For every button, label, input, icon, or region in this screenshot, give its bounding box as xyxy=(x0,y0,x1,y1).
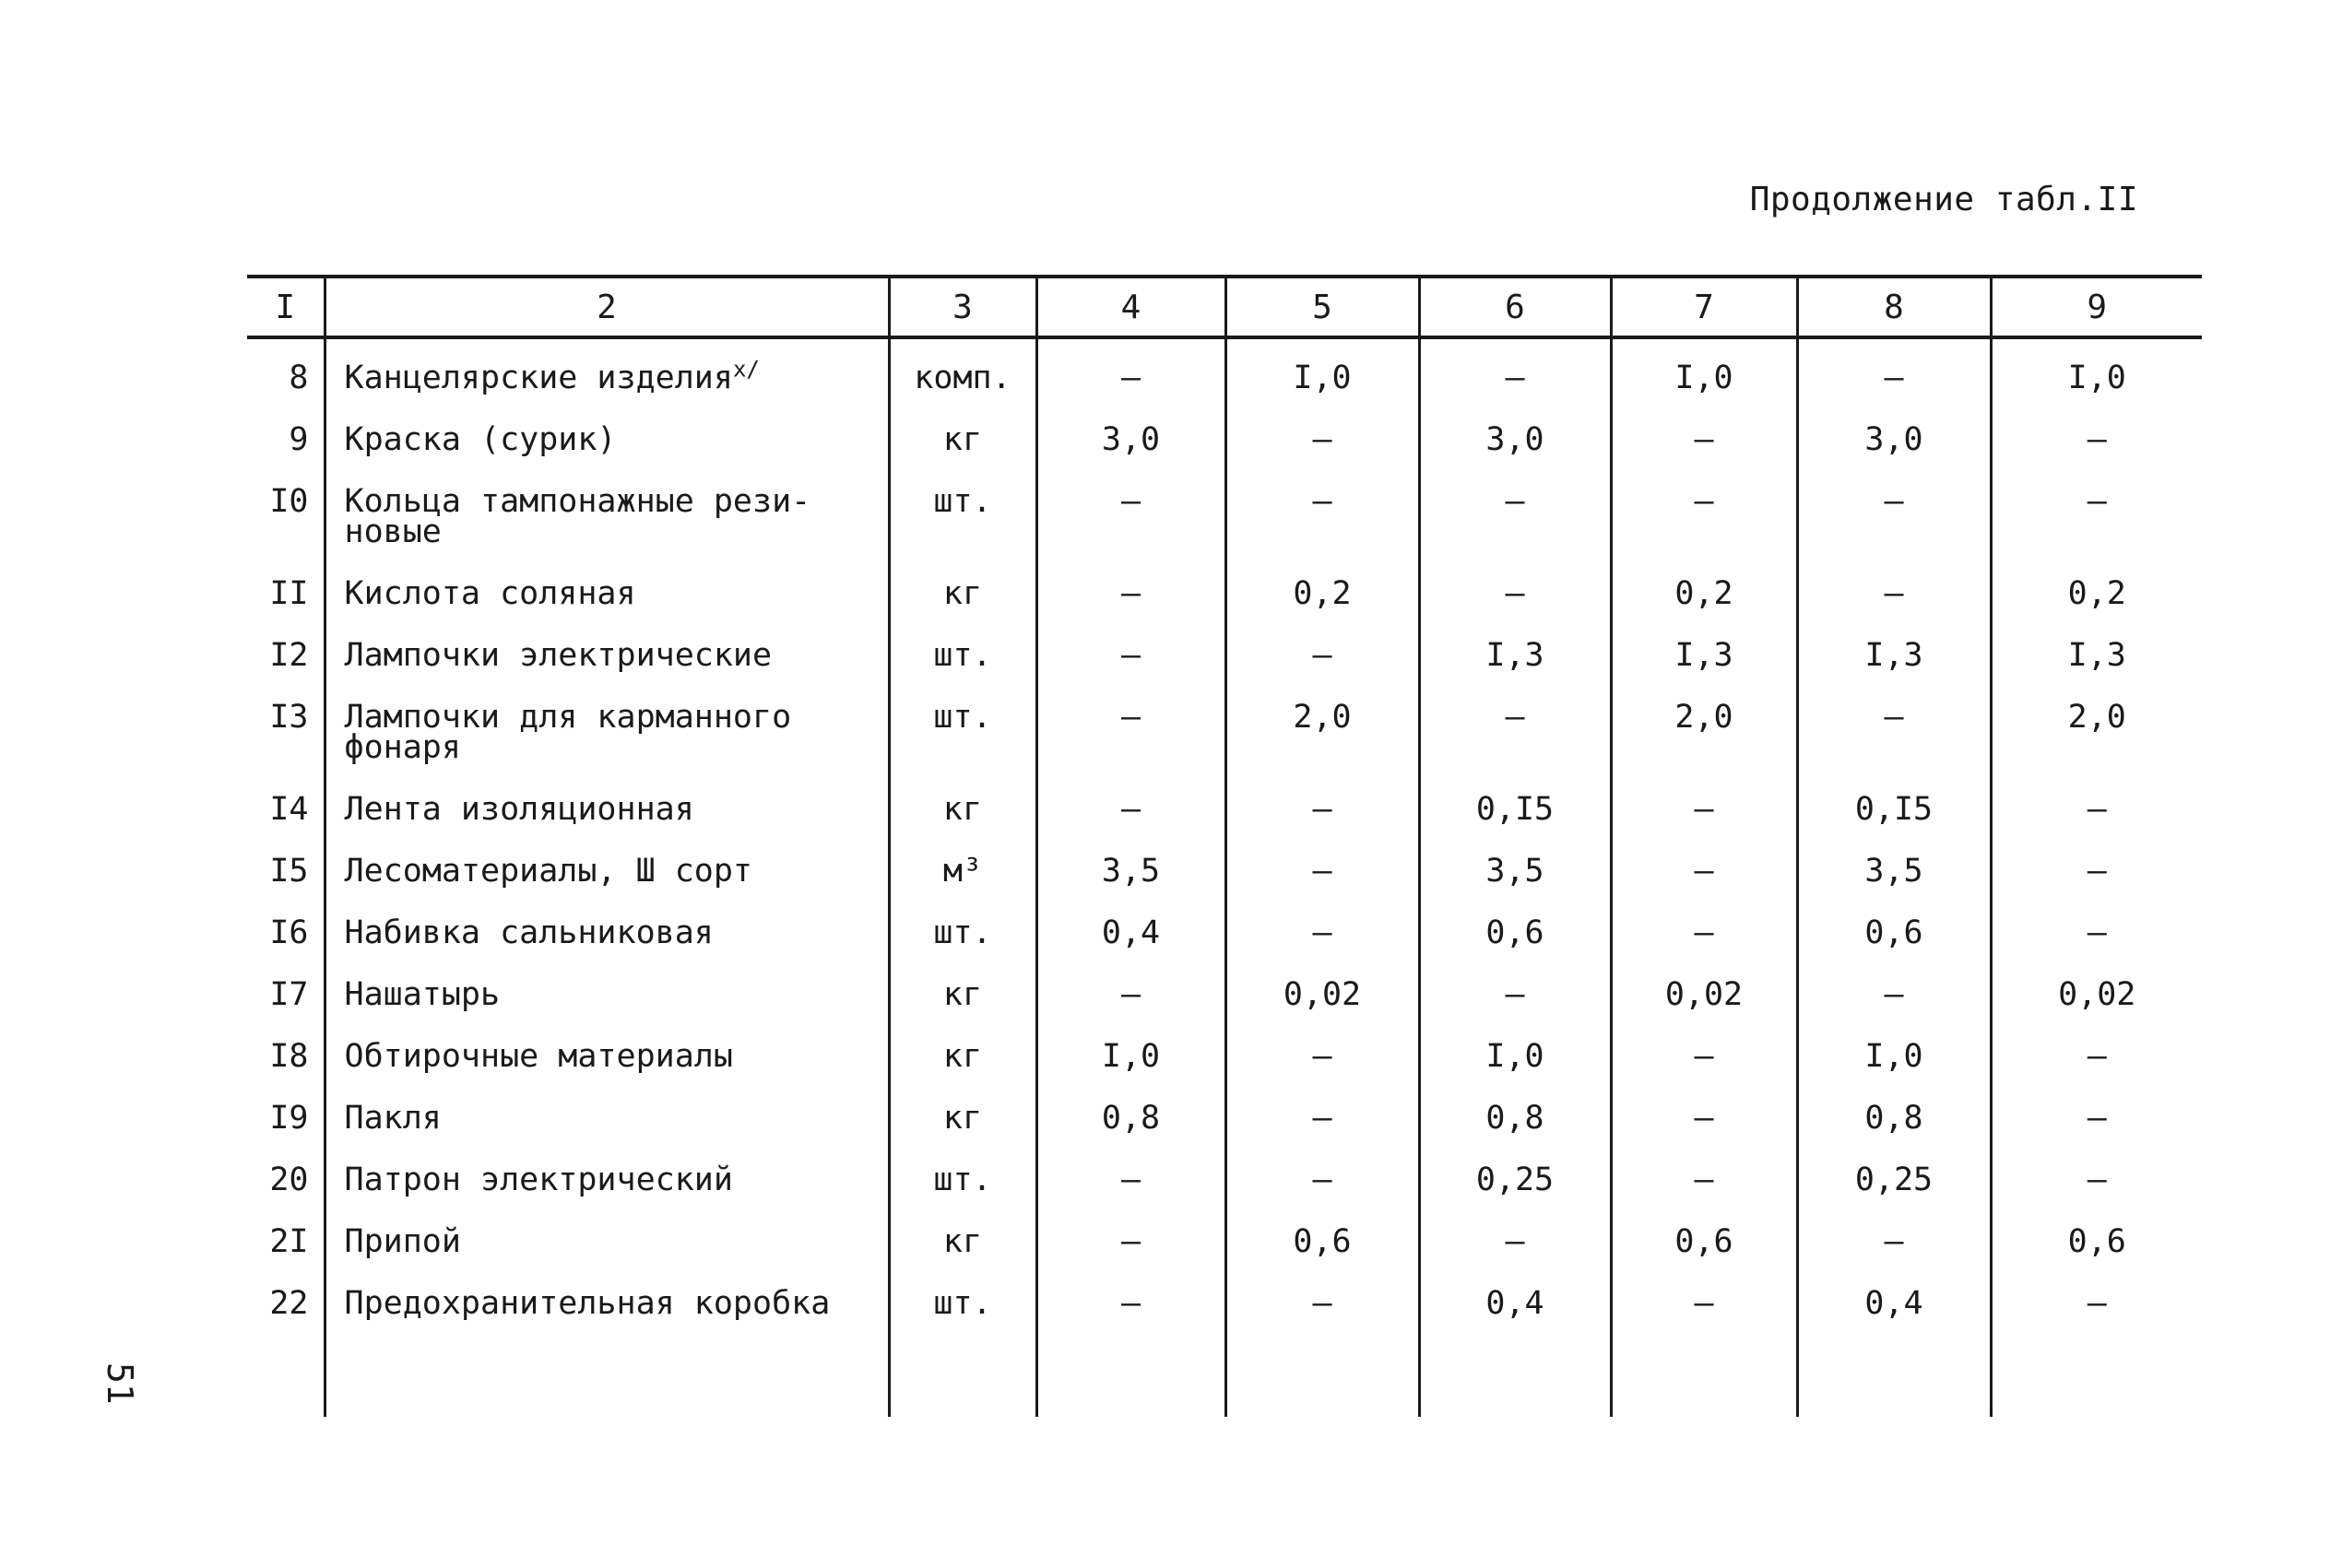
row-number: I2 xyxy=(269,637,309,674)
table-row xyxy=(247,1149,2202,1210)
value-col-7: – xyxy=(1611,1087,1797,1149)
row-number: 2I xyxy=(269,1223,309,1260)
value-col-5: – xyxy=(1225,470,1419,562)
item-name-text: Нашатырь xyxy=(344,976,501,1013)
value-col-7: – xyxy=(1611,1149,1797,1210)
item-name-text: Припой xyxy=(344,1223,461,1260)
table-row xyxy=(247,902,2202,963)
item-name-text: Канцелярские изделия xyxy=(344,360,733,396)
table-row xyxy=(247,562,2202,624)
value-col-8: 0,I5 xyxy=(1797,778,1991,840)
unit: шт. xyxy=(889,1272,1036,1334)
item-name-text: Пакля xyxy=(344,1100,442,1137)
column-header: 9 xyxy=(1991,277,2202,337)
empty-cell xyxy=(1419,1334,1611,1417)
item-name xyxy=(325,470,889,562)
empty-cell xyxy=(1991,1334,2202,1417)
value-col-6: I,3 xyxy=(1419,624,1611,686)
value-col-4: – xyxy=(1036,778,1225,840)
column-header: 6 xyxy=(1419,277,1611,337)
value-col-6: – xyxy=(1419,337,1611,408)
value-col-6: 3,0 xyxy=(1419,408,1611,470)
value-col-8: 3,0 xyxy=(1797,408,1991,470)
value-col-8: 0,4 xyxy=(1797,1272,1991,1334)
table-row xyxy=(247,408,2202,470)
row-number: I9 xyxy=(269,1100,309,1137)
item-name xyxy=(325,1087,889,1149)
row-number: 9 xyxy=(289,421,309,458)
value-col-7: – xyxy=(1611,778,1797,840)
value-col-7: – xyxy=(1611,1025,1797,1087)
value-col-8: I,0 xyxy=(1797,1025,1991,1087)
value-col-7: – xyxy=(1611,902,1797,963)
unit: шт. xyxy=(889,470,1036,562)
value-col-9: – xyxy=(1991,408,2202,470)
item-name-text: Кольца тампонажные рези- новые xyxy=(344,483,811,550)
item-name-text: Лампочки электрические xyxy=(344,637,773,674)
column-header: 3 xyxy=(889,277,1036,337)
column-header: 2 xyxy=(325,277,889,337)
unit: кг xyxy=(889,1025,1036,1087)
page-number: 51 xyxy=(100,1362,140,1405)
table-body xyxy=(247,337,2202,1417)
value-col-5: – xyxy=(1225,778,1419,840)
table-row xyxy=(247,1210,2202,1272)
row-number: I8 xyxy=(269,1038,309,1075)
table-row xyxy=(247,1272,2202,1334)
value-col-5: – xyxy=(1225,1025,1419,1087)
empty-cell xyxy=(247,1334,325,1417)
column-header: 7 xyxy=(1611,277,1797,337)
value-col-4: – xyxy=(1036,963,1225,1025)
table-row xyxy=(247,1025,2202,1087)
row-number: 20 xyxy=(269,1161,309,1198)
table-row xyxy=(247,624,2202,686)
value-col-7: I,0 xyxy=(1611,337,1797,408)
value-col-4: – xyxy=(1036,1272,1225,1334)
value-col-9: – xyxy=(1991,470,2202,562)
value-col-4: 3,5 xyxy=(1036,840,1225,902)
row-number: I3 xyxy=(269,699,309,736)
unit: кг xyxy=(889,1210,1036,1272)
table-row xyxy=(247,963,2202,1025)
value-col-9: I,3 xyxy=(1991,624,2202,686)
unit: кг xyxy=(889,562,1036,624)
item-name-text: Патрон электрический xyxy=(344,1161,733,1198)
value-col-9: 0,02 xyxy=(1991,963,2202,1025)
row-number: 22 xyxy=(269,1285,309,1322)
value-col-8: 0,25 xyxy=(1797,1149,1991,1210)
value-col-9: – xyxy=(1991,778,2202,840)
value-col-5: – xyxy=(1225,1149,1419,1210)
item-name-text: Кислота соляная xyxy=(344,575,636,612)
column-header: 8 xyxy=(1797,277,1991,337)
table-row xyxy=(247,686,2202,778)
value-col-7: – xyxy=(1611,1272,1797,1334)
empty-cell xyxy=(1611,1334,1797,1417)
value-col-6: 0,6 xyxy=(1419,902,1611,963)
value-col-6: 0,8 xyxy=(1419,1087,1611,1149)
row-number: I0 xyxy=(269,483,309,520)
item-name xyxy=(325,562,889,624)
value-col-9: – xyxy=(1991,1087,2202,1149)
value-col-8: – xyxy=(1797,470,1991,562)
item-name xyxy=(325,337,889,408)
table-row xyxy=(247,840,2202,902)
value-col-8: I,3 xyxy=(1797,624,1991,686)
value-col-7: – xyxy=(1611,408,1797,470)
empty-cell xyxy=(1797,1334,1991,1417)
unit: шт. xyxy=(889,1149,1036,1210)
footnote-mark: x/ xyxy=(732,356,760,383)
value-col-4: 0,4 xyxy=(1036,902,1225,963)
value-col-5: – xyxy=(1225,408,1419,470)
table-filler-row xyxy=(247,1334,2202,1417)
item-name-text: Набивка сальниковая xyxy=(344,914,714,951)
empty-cell xyxy=(1225,1334,1419,1417)
value-col-7: 0,2 xyxy=(1611,562,1797,624)
value-col-7: I,3 xyxy=(1611,624,1797,686)
unit: шт. xyxy=(889,686,1036,778)
row-number: I5 xyxy=(269,853,309,890)
value-col-9: 0,6 xyxy=(1991,1210,2202,1272)
table-row xyxy=(247,1087,2202,1149)
value-col-8: – xyxy=(1797,337,1991,408)
item-name-text: Лампочки для карманного фонаря xyxy=(344,699,792,766)
value-col-7: 2,0 xyxy=(1611,686,1797,778)
row-number: 8 xyxy=(289,360,309,396)
value-col-6: 0,4 xyxy=(1419,1272,1611,1334)
value-col-4: – xyxy=(1036,1149,1225,1210)
value-col-6: 0,25 xyxy=(1419,1149,1611,1210)
value-col-9: – xyxy=(1991,1272,2202,1334)
item-name xyxy=(325,1210,889,1272)
column-header: I xyxy=(247,277,325,337)
value-col-8: – xyxy=(1797,1210,1991,1272)
value-col-6: 0,I5 xyxy=(1419,778,1611,840)
value-col-8: – xyxy=(1797,686,1991,778)
value-col-6: – xyxy=(1419,686,1611,778)
item-name-text: Лесоматериалы, Ш сорт xyxy=(344,853,753,890)
value-col-9: – xyxy=(1991,1149,2202,1210)
value-col-5: 0,02 xyxy=(1225,963,1419,1025)
unit: кг xyxy=(889,778,1036,840)
unit: кг xyxy=(889,1087,1036,1149)
item-name-text: Обтирочные материалы xyxy=(344,1038,733,1075)
empty-cell xyxy=(325,1334,889,1417)
value-col-5: – xyxy=(1225,1272,1419,1334)
value-col-5: 2,0 xyxy=(1225,686,1419,778)
item-name xyxy=(325,1025,889,1087)
row-number: II xyxy=(269,575,309,612)
item-name xyxy=(325,840,889,902)
materials-table xyxy=(247,275,2202,1417)
value-col-8: – xyxy=(1797,963,1991,1025)
value-col-8: 3,5 xyxy=(1797,840,1991,902)
value-col-4: I,0 xyxy=(1036,1025,1225,1087)
value-col-7: – xyxy=(1611,840,1797,902)
value-col-9: – xyxy=(1991,902,2202,963)
value-col-4: – xyxy=(1036,562,1225,624)
value-col-5: – xyxy=(1225,624,1419,686)
value-col-9: 2,0 xyxy=(1991,686,2202,778)
value-col-5: I,0 xyxy=(1225,337,1419,408)
value-col-7: 0,02 xyxy=(1611,963,1797,1025)
value-col-6: I,0 xyxy=(1419,1025,1611,1087)
value-col-9: – xyxy=(1991,840,2202,902)
empty-cell xyxy=(889,1334,1036,1417)
item-name xyxy=(325,902,889,963)
value-col-4: – xyxy=(1036,470,1225,562)
table-row xyxy=(247,470,2202,562)
value-col-4: – xyxy=(1036,686,1225,778)
value-col-8: 0,8 xyxy=(1797,1087,1991,1149)
column-header: 4 xyxy=(1036,277,1225,337)
value-col-6: 3,5 xyxy=(1419,840,1611,902)
value-col-9: 0,2 xyxy=(1991,562,2202,624)
value-col-5: 0,2 xyxy=(1225,562,1419,624)
value-col-9: I,0 xyxy=(1991,337,2202,408)
value-col-7: 0,6 xyxy=(1611,1210,1797,1272)
item-name-text: Лента изоляционная xyxy=(344,791,694,828)
value-col-4: 0,8 xyxy=(1036,1087,1225,1149)
value-col-4: 3,0 xyxy=(1036,408,1225,470)
materials-table-container xyxy=(247,275,2202,1417)
row-number: I6 xyxy=(269,914,309,951)
value-col-5: – xyxy=(1225,1087,1419,1149)
value-col-4: – xyxy=(1036,624,1225,686)
value-col-4: – xyxy=(1036,1210,1225,1272)
item-name-text: Краска (сурик) xyxy=(344,421,617,458)
item-name xyxy=(325,963,889,1025)
empty-cell xyxy=(1036,1334,1225,1417)
value-col-6: – xyxy=(1419,470,1611,562)
value-col-6: – xyxy=(1419,1210,1611,1272)
table-row xyxy=(247,337,2202,408)
item-name-text: Предохранительная коробка xyxy=(344,1285,831,1322)
row-number: I7 xyxy=(269,976,309,1013)
value-col-8: – xyxy=(1797,562,1991,624)
unit: кг xyxy=(889,963,1036,1025)
column-header: 5 xyxy=(1225,277,1419,337)
item-name xyxy=(325,624,889,686)
unit: м³ xyxy=(889,840,1036,902)
table-caption: Продолжение табл.II xyxy=(1749,181,2138,218)
item-name xyxy=(325,778,889,840)
value-col-7: – xyxy=(1611,470,1797,562)
header-row xyxy=(247,277,2202,337)
value-col-4: – xyxy=(1036,337,1225,408)
value-col-9: – xyxy=(1991,1025,2202,1087)
value-col-8: 0,6 xyxy=(1797,902,1991,963)
table-row xyxy=(247,778,2202,840)
value-col-5: 0,6 xyxy=(1225,1210,1419,1272)
row-number: I4 xyxy=(269,791,309,828)
item-name xyxy=(325,1272,889,1334)
item-name xyxy=(325,408,889,470)
unit: шт. xyxy=(889,624,1036,686)
unit: кг xyxy=(889,408,1036,470)
value-col-5: – xyxy=(1225,902,1419,963)
unit: шт. xyxy=(889,902,1036,963)
unit: комп. xyxy=(889,337,1036,408)
item-name xyxy=(325,686,889,778)
value-col-6: – xyxy=(1419,963,1611,1025)
value-col-6: – xyxy=(1419,562,1611,624)
value-col-5: – xyxy=(1225,840,1419,902)
item-name xyxy=(325,1149,889,1210)
